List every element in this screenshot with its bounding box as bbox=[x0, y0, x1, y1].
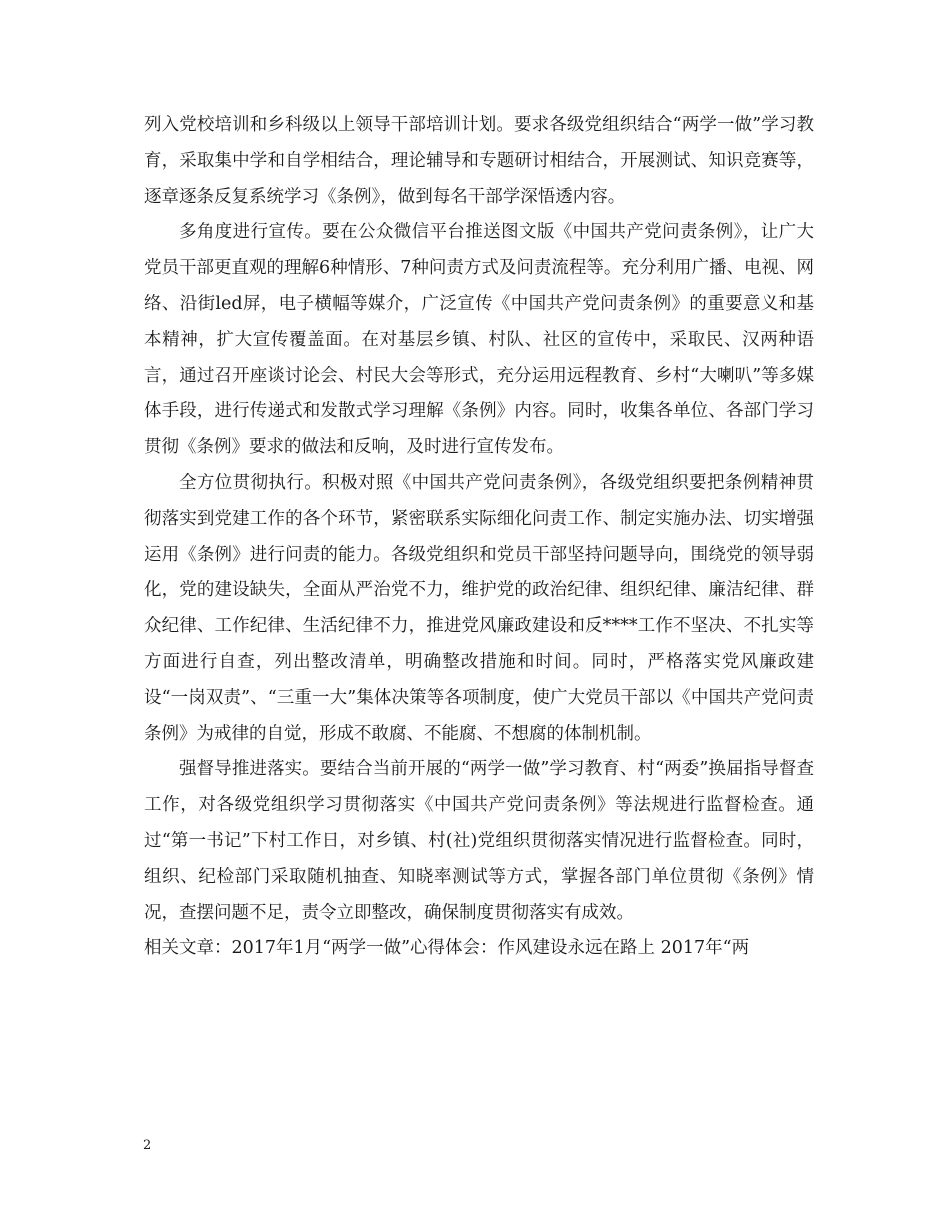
paragraph-supervision: 强督导推进落实。要结合当前开展的“两学一做”学习教育、村“两委”换届指导督查工作，对各级党组织学习贯彻落实《中国共产党问责条例》等法规进行监督检查。通过“第一书记”下村工作日，对乡镇、村(社)党组织贯彻落实情况进行监督检查。同时，组织、纪检部门采取随机抽查、知晓率测试等方式，掌握各部门单位贯彻《条例》情况，查摆问题不足，责令立即整改，确保制度贯彻落实有成效。 bbox=[144, 759, 814, 923]
paragraph-full-implementation: 全方位贯彻执行。积极对照《中国共产党问责条例》，各级党组织要把条例精神贯彻落实到党建工作的各个环节，紧密联系实际细化问责工作、制定实施办法、切实增强运用《条例》进行问责的能力。各级党组织和党员干部坚持问题导向，围绕党的领导弱化，党的建设缺失，全面从严治党不力，维护党的政治纪律、组织纪律、廉洁纪律、群众纪律、工作纪律、生活纪律不力，推进党风廉政建设和反****工作不坚决、不扎实等方面进行自查，列出整改清单，明确整改措施和时间。同时，严格落实党风廉政建设“一岗双责”、“三重一大”集体决策等各项制度，使广大党员干部以《中国共产党问责条例》为戒律的自觉，形成不敢腐、不能腐、不想腐的体制机制。 bbox=[144, 472, 814, 744]
document-body bbox=[144, 108, 814, 967]
paragraph-related-articles: 相关文章：2017年1月“两学一做”心得体会：作风建设永远在路上 2017年“两 bbox=[144, 938, 750, 959]
paragraph-multi-angle-publicity: 多角度进行宣传。要在公众微信平台推送图文版《中国共产党问责条例》，让广大党员干部更直观的理解6种情形、7种问责方式及问责流程等。充分利用广播、电视、网络、沿街led屏，电子横幅等媒介，广泛宣传《中国共产党问责条例》的重要意义和基本精神，扩大宣传覆盖面。在对基层乡镇、村队、社区的宣传中，采取民、汉两种语言，通过召开座谈讨论会、村民大会等形式，充分运用远程教育、乡村“大喇叭”等多媒体手段，进行传递式和发散式学习理解《条例》内容。同时，收集各单位、各部门学习贯彻《条例》要求的做法和反响，及时进行宣传发布。 bbox=[144, 222, 814, 458]
page-number: 2 bbox=[143, 1138, 152, 1153]
paragraph-training-plan: 列入党校培训和乡科级以上领导干部培训计划。要求各级党组织结合“两学一做”学习教育，采取集中学和自学相结合，理论辅导和专题研讨相结合，开展测试、知识竞赛等，逐章逐条反复系统学习《条例》，做到每名干部学深悟透内容。 bbox=[144, 115, 814, 207]
